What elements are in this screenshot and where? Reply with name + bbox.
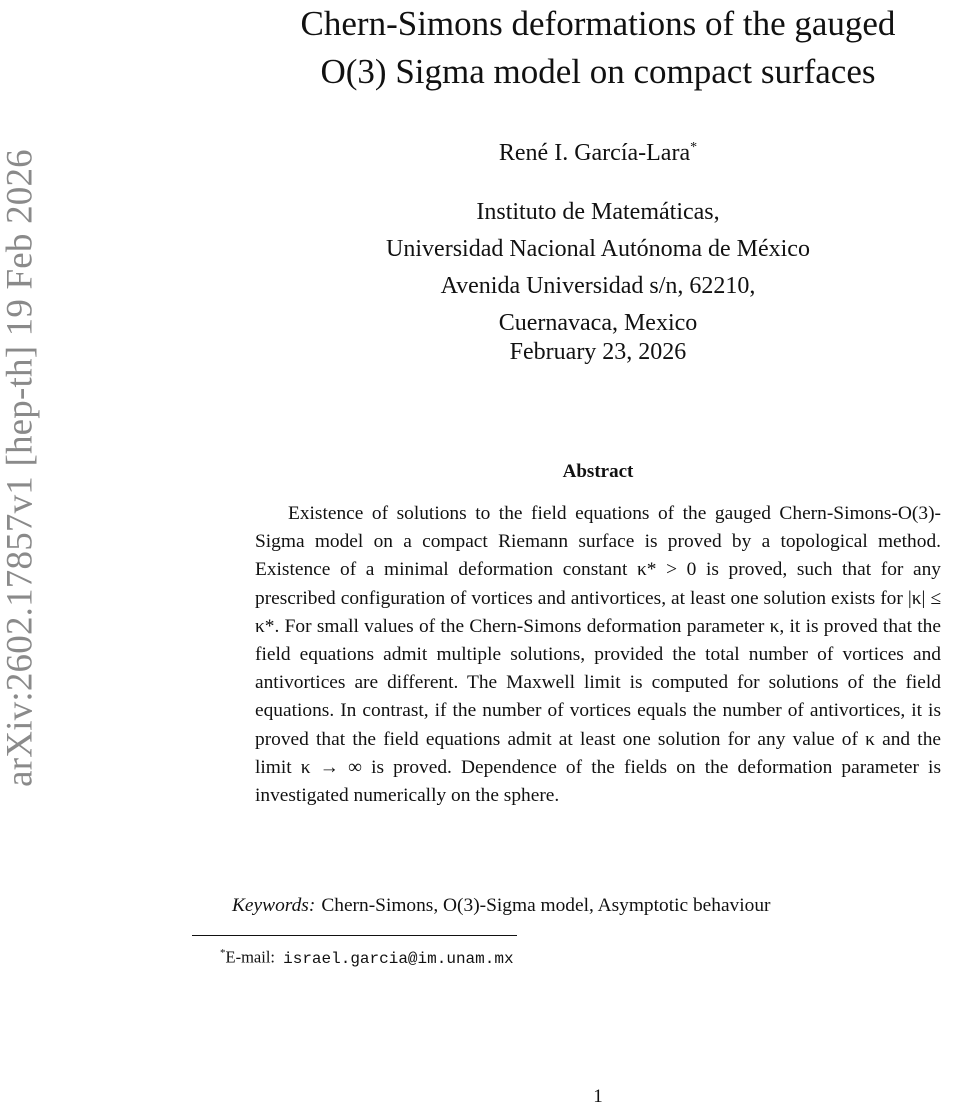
email-link[interactable]: israel.garcia@im.unam.mx bbox=[283, 949, 514, 968]
arxiv-sidebar bbox=[0, 0, 40, 1106]
title-line: O(3) Sigma model on compact surfaces bbox=[320, 52, 876, 91]
author-name: René I. García-Lara bbox=[498, 140, 691, 166]
abstract-text: Existence of solutions to the field equations of the gauged Chern-Simons-O(3)-Sigma model on a compact Riemann surface is proved by a topological method. Existence of a minimal deformation constant κ* > 0 is proved, such that for any prescribed configuration of vortices and antivortices, at least one solution exists for |κ| ≤ κ*. For small values of the Chern-Simons deformation parameter κ, it is proved that the field equations admit multiple solutions, provided the total number of vortices and antivortices are different. The Maxwell limit is computed for solutions of the field equations. In contrast, if the number of vortices equals the number of antivortices, it is proved that the field equations admit at least one solution for any value of κ and the limit κ → ∞ is proved. Dependence of the fields on the deformation parameter is investigated numerically on the sphere. bbox=[255, 503, 941, 807]
footnote-divider bbox=[192, 935, 517, 936]
keywords-label: Keywords: bbox=[232, 895, 316, 916]
arxiv-identifier: arXiv:2602.17857v1 [hep-th] 19 Feb 2026 bbox=[0, 149, 41, 787]
footnote bbox=[220, 940, 514, 972]
affiliation-line: Cuernavaca, Mexico bbox=[498, 310, 698, 336]
abstract-heading: Abstract bbox=[562, 461, 634, 482]
footnote-label: E-mail: bbox=[225, 947, 275, 967]
page-number: 1 bbox=[593, 1086, 603, 1107]
paper-title bbox=[200, 0, 962, 96]
author-block bbox=[200, 133, 962, 168]
affiliation-line: Avenida Universidad s/n, 62210, bbox=[440, 273, 756, 299]
affiliation-line: Universidad Nacional Autónoma de México bbox=[386, 236, 810, 262]
affiliation-block bbox=[200, 194, 962, 342]
paper-date: February 23, 2026 bbox=[509, 339, 687, 365]
keywords-line bbox=[232, 892, 952, 920]
footnote-marker: * bbox=[690, 140, 698, 155]
keywords-text: Chern-Simons, O(3)-Sigma model, Asymptotic behaviour bbox=[321, 895, 771, 916]
footnote-marker: * bbox=[220, 947, 226, 959]
title-line: Chern-Simons deformations of the gauged bbox=[300, 4, 896, 43]
affiliation-line: Instituto de Matemáticas, bbox=[476, 199, 720, 225]
